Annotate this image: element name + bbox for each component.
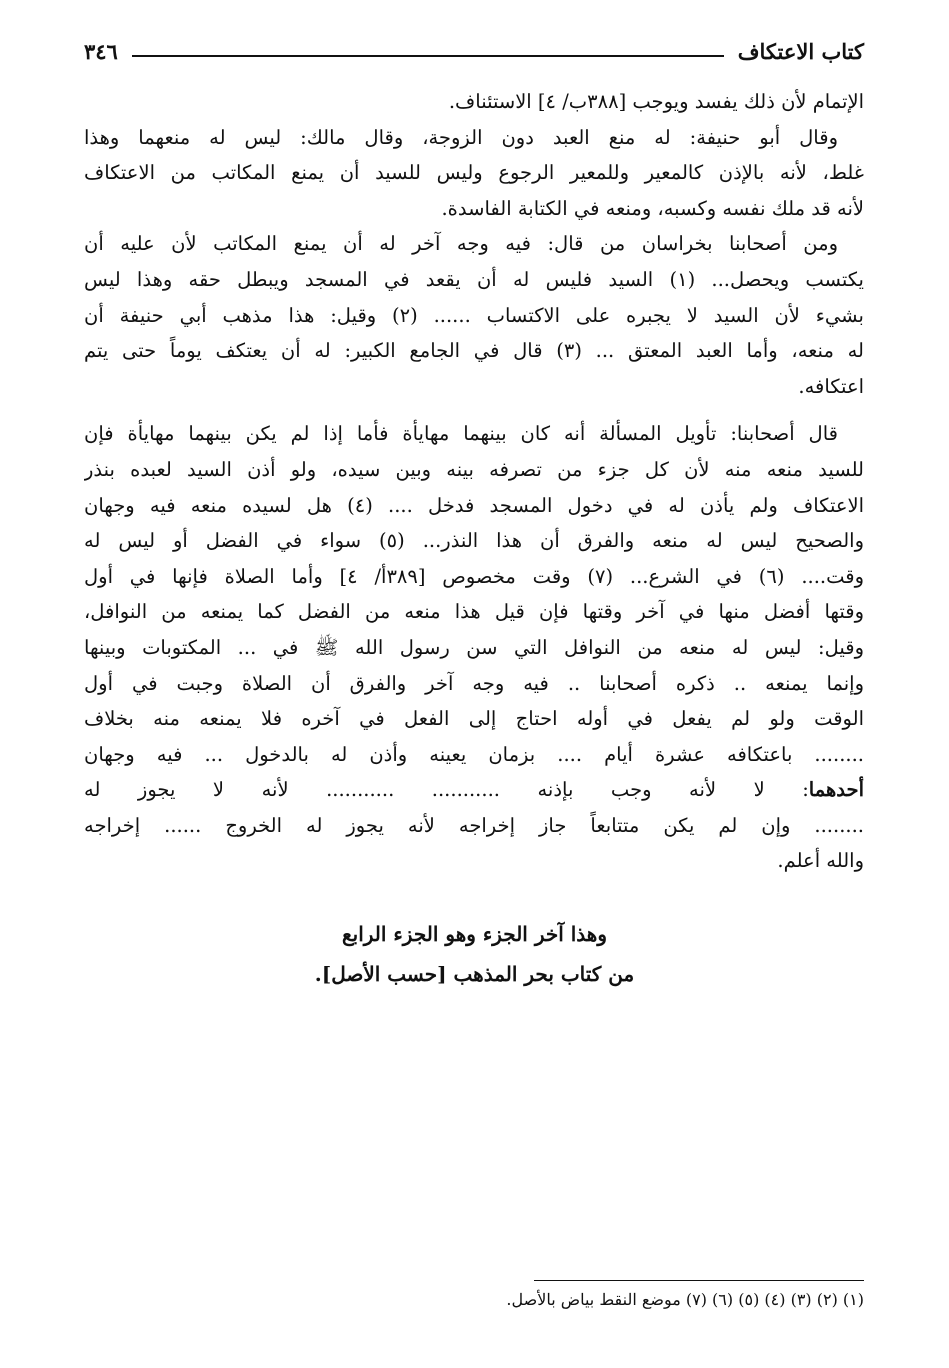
text-rest: : لا لأنه وجب بإذنه ........... ........... لأنه لا يجوز له (84, 778, 809, 802)
text-line: ........ باعتكافه عشرة أيام .... بزمان يعينه وأذن له بالدخول ... فيه وجهان (84, 742, 864, 766)
text-line: قال أصحابنا: تأويل المسألة أنه كان بينهما مهايأة فأما إذا لم يكن بينهما مهايأة فإن (84, 422, 838, 446)
text-line: الوقت ولو لم يفعل في أوله احتاج إلى الفعل في آخره فلا يمنعه منه بخلاف (84, 707, 864, 731)
text-line: والصحيح ليس له منعه والفرق أن هذا النذر... (٥) سواء في الفضل أو ليس له (84, 529, 864, 553)
running-header (84, 36, 864, 66)
text-line: يكتسب ويحصل... (١) السيد فليس له أن يقعد في المسجد ويبطل حقه وهذا ليس (84, 267, 864, 291)
text-line: لأنه قد ملك نفسه وكسبه، ومنعه في الكتابة الفاسدة. (441, 196, 864, 220)
bold-lead-word: أحدهما (808, 778, 864, 802)
closing-line-1: وهذا آخر الجزء وهو الجزء الرابع (341, 922, 608, 946)
text-line: وقال أبو حنيفة: له منع العبد دون الزوجة، وقال مالك: ليس له منعهما وهذا (84, 125, 838, 149)
text-line: الاعتكاف ولم يأذن له في دخول المسجد فدخل .... (٤) هل لسيده منعه فيه وجهان (84, 493, 864, 517)
page-number: ٣٤٦ (84, 38, 118, 64)
text-line: وإنما يمنعه .. ذكره أصحابنا .. فيه وجه آخر والفرق أن الصلاة وجبت في أول (84, 671, 864, 695)
text-line: بشيء لأن السيد لا يجبره على الاكتساب ...... (٢) وقيل: هذا مذهب أبي حنيفة أن (84, 303, 864, 327)
header-rule (132, 55, 724, 57)
text-line: ........ وإن لم يكن متتابعاً جاز إخراجه لأنه يجوز له الخروج ...... إخراجه (84, 813, 864, 837)
text-line: غلط، لأنه بالإذن كالمعير وللمعير الرجوع وليس للسيد أن يمنع المكاتب من الاعتكاف (84, 161, 864, 185)
text-line: وقتها أفضل منها في آخر وقتها فإن قيل هذا منعه من الفضل كما يمنعه من النوافل، (84, 600, 864, 624)
text-line: وقيل: ليس له منعه من النوافل التي سن رسول الله ﷺ في ... المكتوبات وبينها (84, 635, 864, 659)
text-line: للسيد منعه منه لأن كل جزء من تصرفه بينه وبين سيده، ولو أذن السيد لعبده بنذر (84, 457, 864, 481)
text-line: وقت.... (٦) في الشرع... (٧) وقت مخصوص [٣٨٩أ/ ٤] وأما الصلاة فإنها في أول (84, 564, 864, 588)
main-text (84, 84, 864, 879)
text-line: ومن أصحابنا بخراسان من قال: فيه وجه آخر له أن يمنع المكاتب لأن عليه أن (84, 232, 838, 256)
footnote: (١) (٢) (٣) (٤) (٥) (٦) (٧) موضع النقط بياض بالأصل. (506, 1290, 864, 1309)
text-line: اعتكافه. (798, 374, 864, 398)
text-line-bold-lead (84, 772, 864, 808)
chapter-title: كتاب الاعتكاف (737, 38, 864, 64)
text-line: له منعه، وأما العبد المعتق ... (٣) قال في الجامع الكبير: له أن يعتكف يوماً حتى يتم (84, 339, 864, 363)
text-line: الإتمام لأن ذلك يفسد ويوجب [٣٨٨ب/ ٤] الاستئناف. (448, 90, 864, 113)
closing-line-2: من كتاب بحر المذهب [حسب الأصل]. (314, 962, 635, 986)
text-line: والله أعلم. (777, 849, 864, 873)
footnote-rule (534, 1280, 864, 1281)
